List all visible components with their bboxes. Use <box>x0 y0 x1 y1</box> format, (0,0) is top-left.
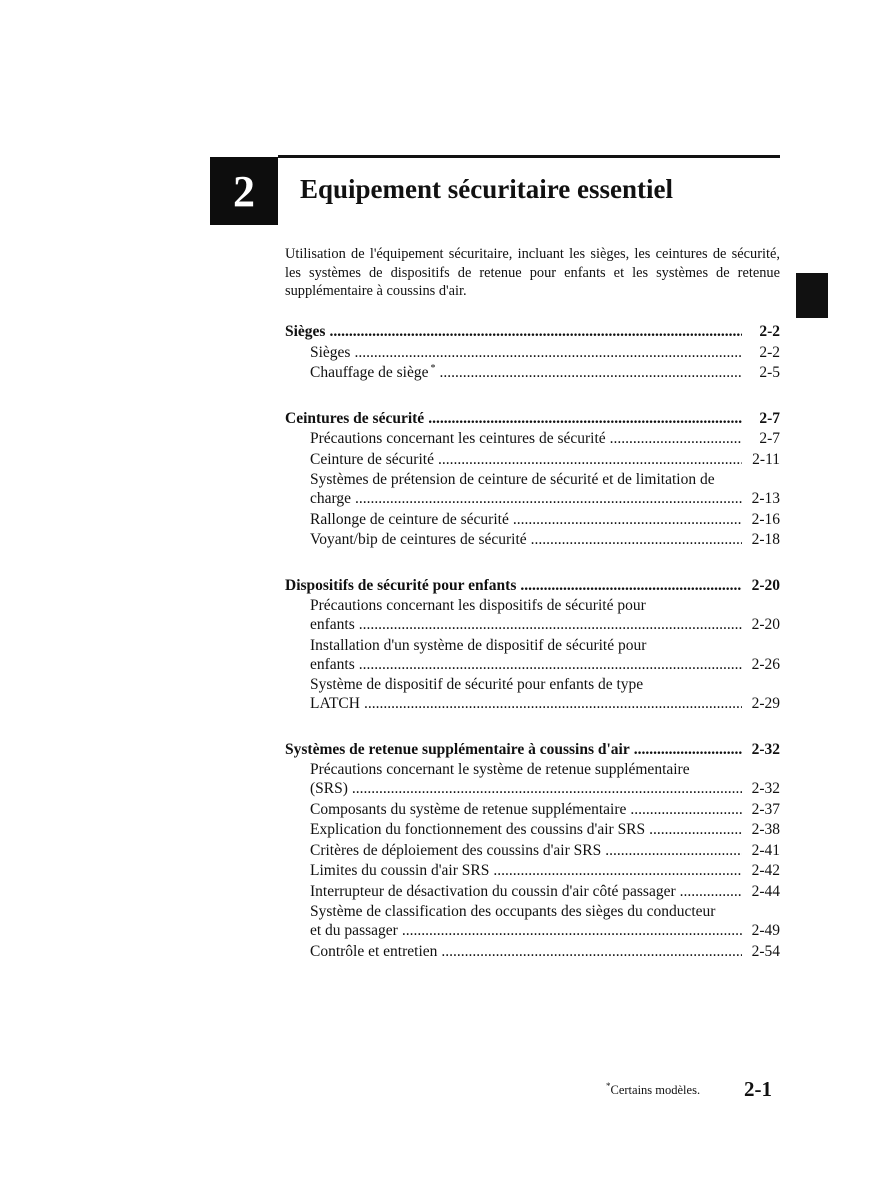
toc-section-heading[interactable] <box>285 409 780 430</box>
toc-entry-text: Explication du fonctionnement des coussins d'air SRS <box>310 821 646 838</box>
toc-page: 2-13 <box>751 490 780 507</box>
toc-leader <box>610 429 742 450</box>
chapter-side-tab <box>796 273 828 318</box>
toc-leader <box>634 740 742 761</box>
chapter-title: Equipement sécuritaire essentiel <box>300 174 673 204</box>
toc-entry-text: enfants <box>310 655 355 673</box>
toc-entry-text: Rallonge de ceinture de sécurité <box>310 510 509 528</box>
asterisk-icon: * <box>430 362 436 374</box>
toc-section-seats <box>285 322 780 384</box>
toc-leader <box>355 489 742 510</box>
toc-entry-first-line[interactable]: Systèmes de prétension de ceinture de sécurité et de limitation de <box>310 471 715 488</box>
toc-entry-first-line[interactable]: Précautions concernant les dispositifs de sécurité pour <box>310 597 646 614</box>
toc-entry-text: Interrupteur de désactivation du coussin d'air côté passager <box>310 882 676 900</box>
toc-leader <box>352 779 742 800</box>
toc-page: 2-32 <box>751 740 780 758</box>
toc-page: 2-7 <box>759 409 780 427</box>
toc-page: 2-20 <box>751 576 780 594</box>
toc-leader <box>441 942 742 963</box>
toc-leader <box>402 921 742 942</box>
toc-page: 2-54 <box>751 942 780 960</box>
toc-section-child-restraints <box>285 576 780 715</box>
toc-leader <box>359 615 742 636</box>
toc-entry-text: Critères de déploiement des coussins d'air SRS <box>310 841 602 859</box>
toc-page: 2-49 <box>751 922 780 939</box>
toc-section-heading[interactable] <box>285 322 780 343</box>
toc-entry[interactable] <box>285 489 780 510</box>
toc-entry-text: Contrôle et entretien <box>310 942 438 960</box>
chapter-number-box <box>210 157 278 225</box>
footnote <box>606 1080 701 1098</box>
toc-entry-text: charge <box>310 490 352 507</box>
toc-page: 2-18 <box>751 531 780 548</box>
toc-entry[interactable] <box>285 921 780 942</box>
toc-leader <box>649 820 742 841</box>
toc-page: 2-2 <box>759 323 780 340</box>
toc-section-title: Ceintures de sécurité <box>285 409 425 427</box>
toc-leader <box>364 694 742 715</box>
toc-leader <box>428 409 742 430</box>
toc-leader <box>329 322 742 343</box>
toc-entry[interactable] <box>285 942 780 963</box>
toc-entry-text: LATCH <box>310 695 360 712</box>
toc-section-title: Systèmes de retenue supplémentaire à coussins d'air <box>285 740 630 758</box>
toc-entry[interactable] <box>285 510 780 531</box>
title-rule <box>278 155 780 158</box>
toc-section-airbags <box>285 740 780 963</box>
toc-leader <box>520 576 742 597</box>
toc-page: 2-32 <box>751 780 780 797</box>
toc-entry-text: et du passager <box>310 922 398 939</box>
page-number: 2-1 <box>744 1077 772 1101</box>
toc-entry-text: Voyant/bip de ceintures de sécurité <box>310 531 527 548</box>
chapter-number: 2 <box>233 166 255 216</box>
toc-page: 2-41 <box>751 841 780 859</box>
asterisk-icon: * <box>606 1080 611 1091</box>
toc-entry[interactable] <box>285 882 780 903</box>
toc-page: 2-7 <box>759 430 780 447</box>
toc-entry-first-line[interactable]: Système de classification des occupants des sièges du conducteur <box>310 903 716 920</box>
toc-entry[interactable] <box>285 655 780 676</box>
toc-entry[interactable] <box>285 343 780 364</box>
toc-entry-text: Ceinture de sécurité <box>310 450 434 468</box>
toc-section-seat-belts <box>285 409 780 551</box>
footnote-text: Certains modèles. <box>610 1083 701 1097</box>
toc-page: 2-26 <box>751 655 780 673</box>
toc-page: 2-42 <box>751 862 780 879</box>
toc-entry[interactable] <box>285 800 780 821</box>
table-of-contents <box>285 322 780 987</box>
toc-leader <box>630 800 742 821</box>
toc-section-title: Sièges <box>285 323 326 340</box>
toc-entry[interactable] <box>285 450 780 471</box>
chapter-intro: Utilisation de l'équipement sécuritaire, incluant les sièges, les ceintures de sécurité, les systèmes de dispositifs de retenue pour enfants et les systèmes de retenue supplémentaire à coussins d'air. <box>285 246 780 299</box>
toc-entry[interactable] <box>285 694 780 715</box>
toc-entry-first-line[interactable]: Système de dispositif de sécurité pour enfants de type <box>310 676 644 693</box>
toc-entry[interactable] <box>285 779 780 800</box>
toc-entry-text: enfants <box>310 616 355 633</box>
toc-entry-text <box>310 363 436 384</box>
toc-page: 2-37 <box>751 800 780 818</box>
toc-entry[interactable] <box>285 429 780 450</box>
toc-page: 2-16 <box>751 510 780 528</box>
toc-leader <box>605 841 742 862</box>
toc-entry-text: Précautions concernant les ceintures de sécurité <box>310 430 606 447</box>
toc-section-heading[interactable] <box>285 576 780 597</box>
toc-page: 2-38 <box>751 821 780 838</box>
toc-leader <box>680 882 742 903</box>
toc-entry[interactable] <box>285 615 780 636</box>
toc-entry[interactable] <box>285 841 780 862</box>
toc-entry[interactable] <box>285 530 780 551</box>
toc-entry-text: Sièges <box>310 343 351 361</box>
toc-page: 2-44 <box>751 882 780 900</box>
toc-entry-text: Limites du coussin d'air SRS <box>310 862 490 879</box>
toc-page: 2-29 <box>751 695 780 712</box>
toc-page: 2-11 <box>752 450 780 468</box>
toc-entry-label: Chauffage de siège <box>310 364 429 381</box>
toc-entry-text: (SRS) <box>310 780 348 797</box>
toc-entry-first-line[interactable]: Précautions concernant le système de retenue supplémentaire <box>310 761 690 778</box>
toc-leader <box>359 655 742 676</box>
toc-leader <box>513 510 742 531</box>
toc-section-title: Dispositifs de sécurité pour enfants <box>285 576 517 594</box>
toc-leader <box>438 450 742 471</box>
toc-entry[interactable] <box>285 363 780 384</box>
toc-leader <box>354 343 742 364</box>
toc-entry[interactable] <box>285 861 780 882</box>
toc-entry[interactable] <box>285 820 780 841</box>
toc-entry-text: Composants du système de retenue supplémentaire <box>310 800 627 818</box>
toc-leader <box>493 861 742 882</box>
toc-leader <box>440 363 743 384</box>
toc-section-heading[interactable] <box>285 740 780 761</box>
toc-page: 2-5 <box>759 364 780 381</box>
toc-entry-first-line[interactable]: Installation d'un système de dispositif de sécurité pour <box>310 636 647 654</box>
toc-page: 2-2 <box>759 343 780 361</box>
toc-page: 2-20 <box>751 616 780 633</box>
toc-leader <box>531 530 742 551</box>
